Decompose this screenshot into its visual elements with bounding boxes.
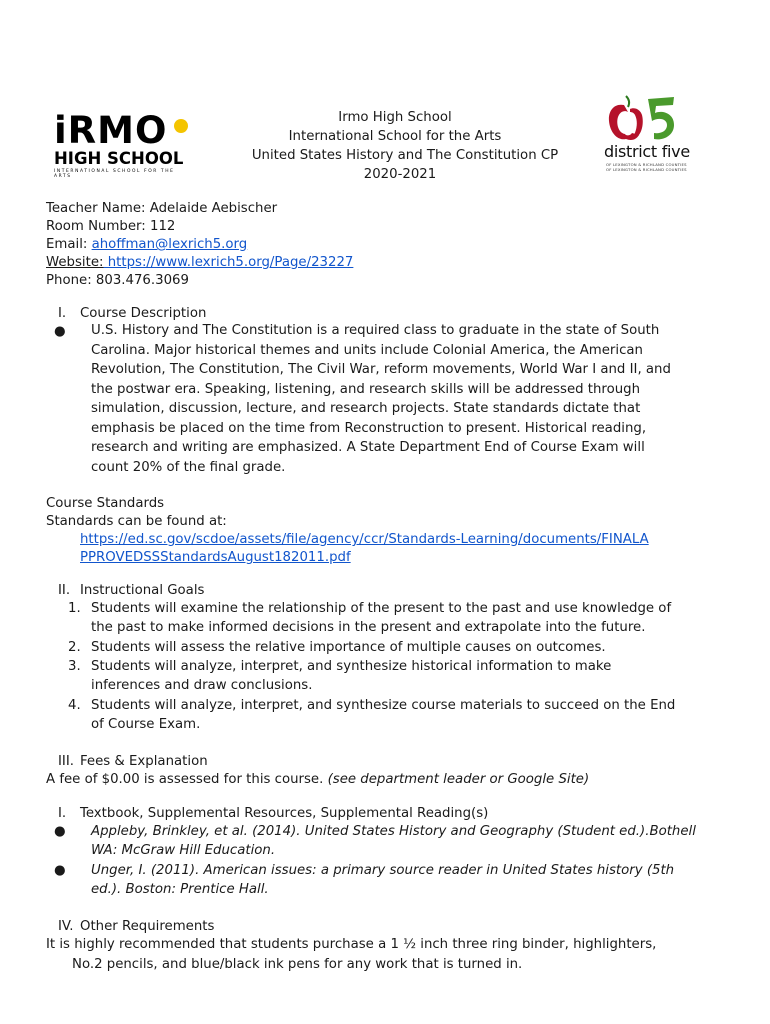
section-heading-textbook: Textbook, Supplemental Resources, Supplemental Reading(s) bbox=[80, 806, 489, 821]
district-caption-line: OF LEXINGTON & RICHLAND COUNTIES bbox=[606, 166, 687, 172]
course-description-line: emphasis be placed on the time from Reconstruction to present. Historical reading, bbox=[91, 420, 647, 436]
fees-line bbox=[46, 770, 589, 790]
standards-link[interactable]: PPROVEDSSStandardsAugust182011.pdf bbox=[80, 550, 351, 565]
goal-number: 3. bbox=[68, 658, 81, 674]
course-description-line: U.S. History and The Constitution is a required class to graduate in the state of South bbox=[91, 323, 660, 338]
district-caption-line: OF LEXINGTON & RICHLAND COUNTIES bbox=[606, 162, 687, 167]
teacher-name: Teacher Name: Adelaide Aebischer bbox=[46, 201, 278, 216]
standards-subheading: Standards can be found at: bbox=[46, 514, 227, 529]
book-citation-line: WA: McGraw Hill Education. bbox=[91, 843, 276, 859]
irmo-logo-word: iRMO bbox=[54, 109, 168, 152]
book-citation-line: ed.). Boston: Prentice Hall. bbox=[91, 881, 269, 897]
website-link[interactable]: https://www.lexrich5.org/Page/23227 bbox=[103, 255, 354, 270]
section-marker: IV. bbox=[58, 919, 74, 934]
section-heading-fees: Fees & Explanation bbox=[80, 754, 208, 769]
goal-number: 2. bbox=[68, 639, 81, 655]
goal-text: of Course Exam. bbox=[91, 716, 201, 732]
bullet-icon: ● bbox=[54, 862, 66, 878]
course-description-line: Carolina. Major historical themes and units include Colonial America, the American bbox=[91, 342, 643, 358]
course-description-line: Revolution, The Constitution, The Civil War, reform movements, World War I and II, and bbox=[91, 362, 671, 377]
fees-text: A fee of $0.00 is assessed for this course. bbox=[46, 772, 328, 787]
course-description-line: research and writing are emphasized. A State Department End of Course Exam will bbox=[91, 440, 645, 455]
phone-number: Phone: 803.476.3069 bbox=[46, 273, 189, 288]
requirements-text: It is highly recommended that students purchase a 1 ½ inch three ring binder, highlighters, bbox=[46, 937, 657, 952]
district-logo-word: district five bbox=[604, 142, 690, 161]
section-marker: II. bbox=[58, 583, 71, 598]
irmo-logo-subtitle: HIGH SCHOOL bbox=[54, 149, 184, 168]
email-link[interactable]: ahoffman@lexrich5.org bbox=[91, 237, 248, 252]
section-marker: I. bbox=[58, 306, 67, 321]
section-heading-instructional-goals: Instructional Goals bbox=[80, 583, 205, 598]
fees-note: (see department leader or Google Site) bbox=[327, 772, 590, 787]
email-line bbox=[46, 235, 247, 255]
goal-text: inferences and draw conclusions. bbox=[91, 678, 313, 694]
course-description-line: count 20% of the final grade. bbox=[91, 459, 286, 475]
goal-text: Students will assess the relative importance of multiple causes on outcomes. bbox=[91, 639, 606, 655]
book-citation-line: Appleby, Brinkley, et al. (2014). United States History and Geography (Student ed.).Bothell bbox=[91, 824, 696, 839]
bullet-icon: ● bbox=[54, 824, 66, 839]
requirements-text: No.2 pencils, and blue/black ink pens for any work that is turned in. bbox=[72, 957, 523, 972]
section-heading-course-description: Course Description bbox=[80, 306, 207, 321]
section-marker: III. bbox=[58, 754, 74, 769]
book-citation-line: Unger, I. (2011). American issues: a primary source reader in United States history (5th bbox=[91, 862, 675, 878]
program-name: International School for the Arts bbox=[288, 129, 502, 144]
irmo-logo-tagline: INTERNATIONAL SCHOOL FOR THE ARTS bbox=[54, 169, 175, 179]
section-heading-other-requirements: Other Requirements bbox=[80, 919, 215, 934]
room-number: Room Number: 112 bbox=[46, 219, 176, 234]
standards-link[interactable]: https://ed.sc.gov/scdoe/assets/file/agency/ccr/Standards-Learning/documents/FINALA bbox=[80, 532, 649, 547]
school-name: Irmo High School bbox=[338, 110, 452, 125]
school-year: 2020-2021 bbox=[363, 167, 437, 182]
goal-text: Students will analyze, interpret, and synthesize historical information to make bbox=[91, 658, 612, 674]
website-label: Website: bbox=[46, 255, 104, 270]
section-marker: I. bbox=[58, 806, 67, 821]
goal-text: the past to make informed decisions in the present and extrapolate into the future. bbox=[91, 620, 646, 636]
email-label: Email: bbox=[46, 237, 92, 252]
course-description-line: simulation, discussion, lecture, and research projects. State standards dictate that bbox=[91, 401, 641, 416]
course-description-line: the postwar era. Speaking, listening, and research skills will be addressed through bbox=[91, 381, 641, 397]
goal-text: Students will analyze, interpret, and synthesize course materials to succeed on the End bbox=[91, 697, 676, 713]
goal-number: 4. bbox=[68, 697, 81, 713]
website-line bbox=[46, 253, 353, 273]
bullet-icon: ● bbox=[54, 324, 66, 339]
goal-number: 1. bbox=[68, 601, 81, 616]
standards-heading: Course Standards bbox=[46, 496, 165, 511]
course-title: United States History and The Constitution CP bbox=[251, 148, 559, 163]
goal-text: Students will examine the relationship of the present to the past and use knowledge of bbox=[91, 601, 672, 616]
